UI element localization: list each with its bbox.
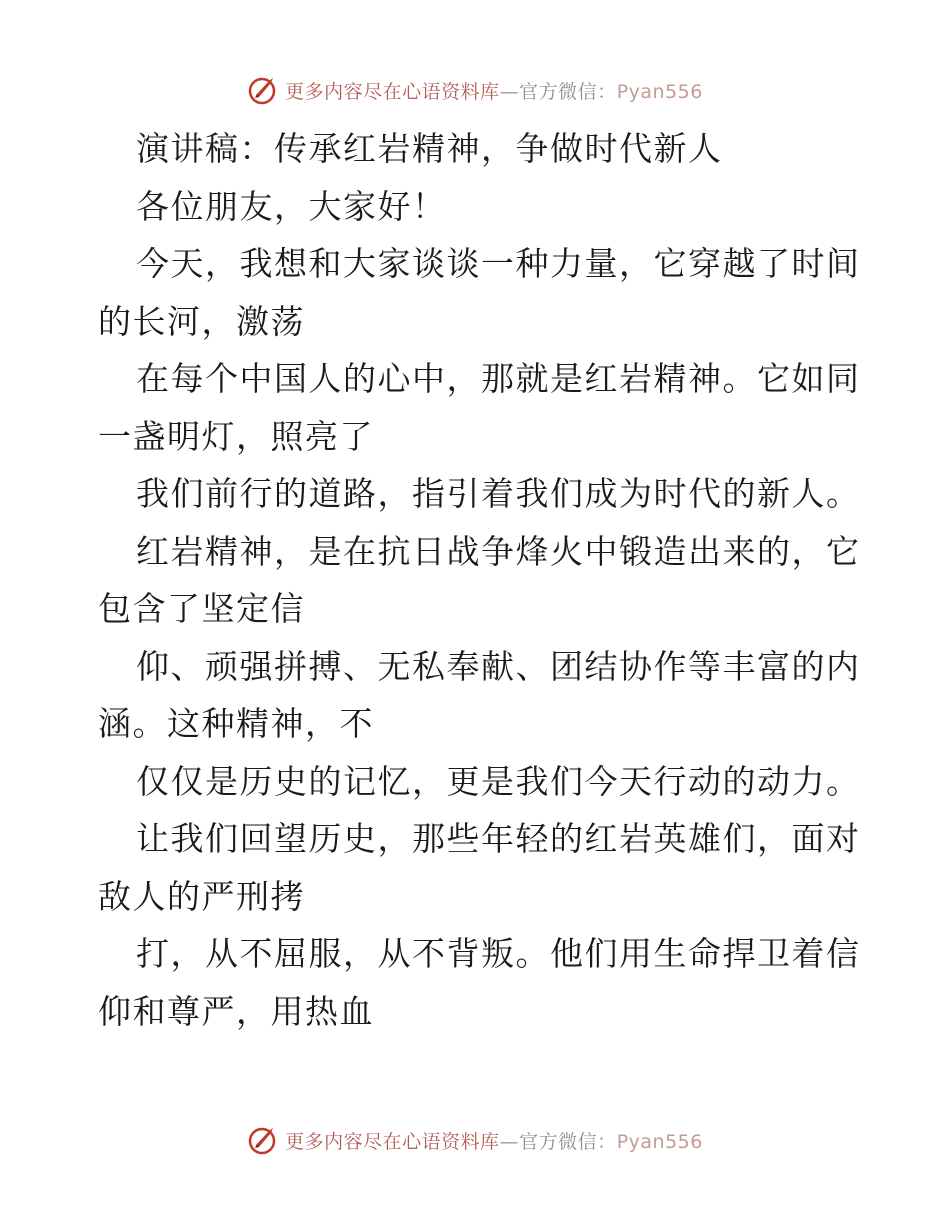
quill-seal-icon — [247, 1123, 281, 1157]
text-line: 红岩精神，是在抗日战争烽火中锻造出来的，它 — [136, 531, 861, 571]
text-line: 仰和尊严，用热血 — [98, 991, 374, 1031]
text-line: 敌人的严刑拷 — [98, 876, 305, 916]
quill-seal-icon — [247, 73, 281, 107]
text-line: 我们前行的道路，指引着我们成为时代的新人。 — [136, 474, 861, 513]
text-line: 仅仅是历史的记忆，更是我们今天行动的动力。 — [136, 761, 861, 801]
text-line: 让我们回望历史，那些年轻的红岩英雄们，面对 — [136, 819, 861, 858]
text-line: 今天，我想和大家谈谈一种力量，它穿越了时间 — [136, 244, 861, 283]
watermark-text: 更多内容尽在心语资料库—官方微信：Pyan556 — [285, 80, 703, 103]
text-line: 在每个中国人的心中，那就是红岩精神。它如同 — [136, 359, 861, 398]
header-watermark-banner — [0, 70, 950, 110]
text-line: 各位朋友，大家好！ — [136, 186, 447, 226]
text-line: 的长河，激荡 — [98, 301, 305, 341]
text-line: 涵。这种精神，不 — [98, 704, 374, 743]
watermark-text: 更多内容尽在心语资料库—官方微信：Pyan556 — [285, 1130, 703, 1153]
text-line: 打，从不屈服，从不背叛。他们用生命捍卫着信 — [136, 934, 861, 973]
text-line: 仰、顽强拼搏、无私奉献、团结协作等丰富的内 — [136, 646, 861, 686]
text-line: 包含了坚定信 — [98, 589, 305, 628]
document-title: 演讲稿：传承红岩精神，争做时代新人 — [136, 129, 723, 168]
document-body — [98, 120, 861, 1040]
footer-watermark-banner — [0, 1120, 950, 1160]
text-line: 一盏明灯，照亮了 — [98, 416, 374, 456]
